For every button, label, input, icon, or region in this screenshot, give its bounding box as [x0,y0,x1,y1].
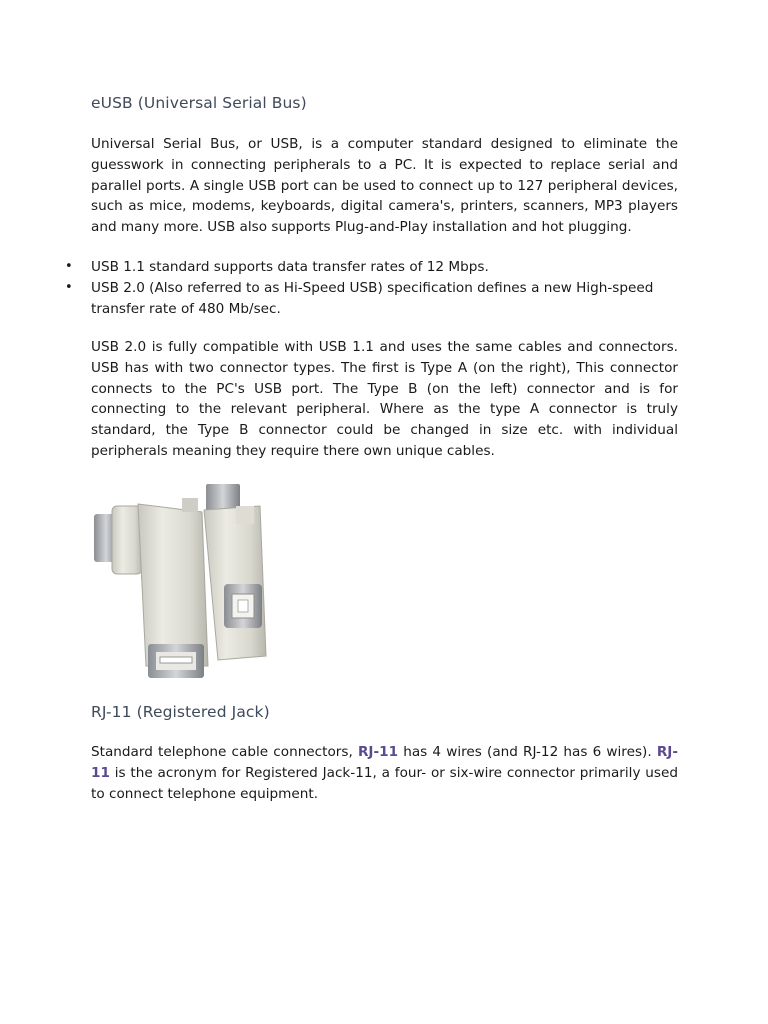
rj11-text-part-1: Standard telephone cable connectors, [91,744,358,760]
usb-intro-paragraph: Universal Serial Bus, or USB, is a computer standard designed to eliminate the guesswork in connecting peripherals to a PC. It is expected to replace serial and parallel ports. A single USB port can be used to connect up to 127 peripheral devices, such as mice, modems, keyboards, digital camera's, printers, scanners, MP3 players and many more. USB also supports Plug-and-Play installation and hot plugging. [91,136,678,236]
usb-spec-list [62,257,678,319]
list-item-text: USB 2.0 (Also referred to as Hi-Speed USB) specification defines a new High-speed transfer rate of 480 Mb/sec. [91,279,654,317]
rj11-text-part-2: has 4 wires (and RJ-12 has 6 wires). [398,744,657,760]
list-item [62,257,678,278]
rj11-term-link: RJ-11 [91,744,678,781]
rj11-paragraph [91,742,678,804]
rj11-heading: RJ-11 (Registered Jack) [91,703,270,721]
usb-heading: eUSB (Universal Serial Bus) [91,94,307,112]
usb-compat-paragraph: USB 2.0 is fully compatible with USB 1.1 and uses the same cables and connectors. USB has with two connector types. The first is Type A (on the right), This connector connects to the PC's USB port. The Type B (on the left) connector and is for connecting to the relevant peripheral. Where as the type A connector is truly standard, the Type B connector could be changed in size etc. with individual peripherals meaning they require there own unique cables. [91,339,678,459]
list-item-text: USB 1.1 standard supports data transfer rates of 12 Mbps. [91,259,489,275]
list-item [62,278,678,320]
bullet-icon: • [65,279,73,295]
bullet-icon: • [65,259,73,274]
usb-adapter-photo [90,476,366,682]
rj11-text-part-3: is the acronym for Registered Jack-11, a four- or six-wire connector primarily used to connect telephone equipment. [91,764,678,802]
rj11-term-link: RJ-11 [357,744,399,760]
